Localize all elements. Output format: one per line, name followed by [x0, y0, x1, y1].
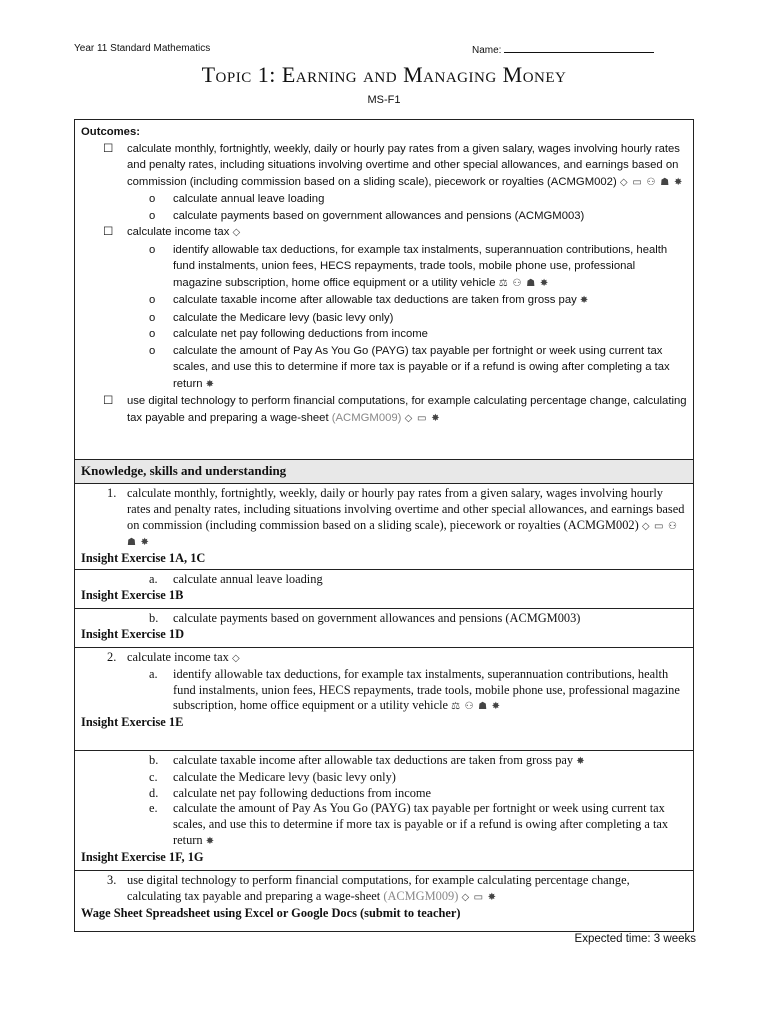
exercise-reference: Insight Exercise 1B: [81, 587, 184, 602]
item-letter: b.: [149, 753, 159, 767]
ksu-section-1: [74, 484, 694, 570]
learning-icons: ✸: [579, 295, 590, 306]
ksu-item: 3. use digital technology to perform financial computations, for example calculating percentage change, calculating tax payable and preparing a wage-sheet (ACMGM009) ◇ ▭ ✸: [107, 873, 630, 903]
outcome-subitem: o calculate net pay following deductions from income: [81, 326, 687, 343]
ksu-subitem: b. calculate taxable income after allowable tax deductions are taken from gross pay ✸: [149, 753, 586, 767]
item-letter: a.: [149, 666, 158, 681]
item-letter: a.: [149, 572, 158, 586]
expected-time: Expected time: 3 weeks: [574, 933, 696, 945]
outcomes-box: [74, 119, 694, 460]
exercise-reference: Insight Exercise 1A, 1C: [81, 551, 206, 566]
checkbox-bullet-icon: ☐: [103, 142, 114, 155]
outcome-subitem: o calculate payments based on government allowances and pensions (ACMGM003): [81, 208, 687, 225]
learning-icons: ✸: [576, 756, 586, 767]
circle-bullet-icon: o: [149, 328, 156, 340]
learning-icons: ◇ ▭ ✸: [404, 412, 441, 424]
page-title: Topic 1: Earning and Managing Money: [201, 62, 567, 87]
syllabus-code: MS-F1: [367, 94, 401, 106]
outcome-subitem: o identify allowable tax deductions, for example tax instalments, superannuation contributions, health fund instalments, union fees, HECS repayments, trade tools, mobile phone use, professional magazine subscription, home office equipment or a utility vehicle ⚖ ⚇ ☗ ✸: [149, 243, 668, 289]
item-number: 3.: [107, 873, 117, 887]
learning-icons: ◇: [231, 653, 241, 664]
exercise-reference: Wage Sheet Spreadsheet using Excel or Google Docs (submit to teacher): [81, 905, 461, 920]
item-letter: c.: [149, 769, 158, 784]
ksu-subitem: d. calculate net pay following deductions from income: [149, 785, 432, 800]
course-label: Year 11 Standard Mathematics: [74, 43, 211, 54]
outcome-subitem: o calculate the Medicare levy (basic levy only): [81, 310, 687, 327]
ksu-subitem: a. identify allowable tax deductions, for example tax instalments, superannuation contributions, health fund instalments, union fees, HECS repayments, trade tools, mobile phone use, professional magazine subscription, home office equipment or a utility vehicle ⚖ ⚇ ☗ ✸: [149, 666, 680, 713]
learning-icons: ◇: [232, 227, 242, 238]
exercise-reference: Insight Exercise 1F, 1G: [81, 849, 204, 864]
outcome-code: (ACMGM009): [331, 411, 402, 424]
outcome-item: ☐ calculate monthly, fortnightly, weekly, daily or hourly pay rates from a given salary, wages involving hourly rates and penalty rates, including situations involving overtime and other special allowances, and earnings based on commission (including commission based on a sliding scale), piecework or royalties (ACMGM002) ◇ ▭ ⚇ ☗ ✸: [103, 142, 684, 188]
exercise-reference: Insight Exercise 1D: [81, 626, 185, 641]
ksu-section-3: [74, 609, 694, 648]
item-number: 2.: [107, 650, 117, 664]
item-number: 1.: [107, 486, 117, 500]
learning-icons: ◇ ▭ ⚇ ☗ ✸: [127, 520, 678, 549]
ksu-section-5: [74, 751, 694, 871]
checkbox-bullet-icon: ☐: [103, 226, 114, 238]
item-letter: d.: [149, 785, 159, 800]
outcome-subitem: o calculate taxable income after allowable tax deductions are taken from gross pay ✸: [81, 292, 687, 310]
ksu-section-4: [74, 648, 694, 751]
ksu-subitem: c. calculate the Medicare levy (basic levy only): [149, 769, 396, 784]
item-letter: e.: [149, 801, 158, 816]
learning-icons: ◇ ▭ ⚇ ☗ ✸: [619, 176, 684, 188]
ksu-subitem: a. calculate annual leave loading: [149, 572, 323, 586]
circle-bullet-icon: o: [149, 243, 156, 256]
learning-icons: ✸: [205, 378, 216, 390]
circle-bullet-icon: o: [149, 294, 156, 306]
ksu-subitem: e. calculate the amount of Pay As You Go (PAYG) tax payable per fortnight or week using current tax scales, and use this to determine if more tax is payable or if a refund is owing after completing a tax return ✸: [149, 801, 669, 847]
checkbox-bullet-icon: ☐: [103, 395, 114, 407]
ksu-heading: Knowledge, skills and understanding: [74, 460, 694, 484]
exercise-reference: Insight Exercise 1E: [81, 715, 184, 730]
outcome-item: ☐ calculate income tax ◇: [81, 224, 687, 242]
learning-icons: ✸: [205, 835, 216, 847]
ksu-section-6: [74, 871, 694, 932]
outcome-subitem: o calculate the amount of Pay As You Go (PAYG) tax payable per fortnight or week using current tax scales, and use this to determine if more tax is payable or if a refund is owing after completing a tax return ✸: [149, 344, 670, 390]
learning-icons: ⚖ ⚇ ☗ ✸: [498, 277, 550, 289]
circle-bullet-icon: o: [149, 344, 156, 357]
learning-icons: ◇ ▭ ✸: [461, 891, 497, 903]
item-letter: b.: [149, 611, 159, 625]
outcome-subitem: o calculate annual leave loading: [81, 191, 687, 208]
outcome-item: ☐ use digital technology to perform financial computations, for example calculating percentage change, calculating tax payable and preparing a wage-sheet (ACMGM009) ◇ ▭ ✸: [103, 395, 687, 424]
learning-icons: ⚖ ⚇ ☗ ✸: [451, 701, 501, 713]
name-label: Name:: [472, 45, 502, 56]
ksu-item: 2. calculate income tax ◇: [107, 650, 241, 664]
outcome-code: (ACMGM009): [383, 888, 459, 903]
outcomes-heading: Outcomes:: [81, 126, 141, 138]
ksu-item: 1. calculate monthly, fortnightly, weekly, daily or hourly pay rates from a given salary, wages involving hourly rates and penalty rates, including situations involving overtime and other special allowances, and earnings based on commission (including commission based on a sliding scale), piecework or royalties (ACMGM002) ◇ ▭ ⚇ ☗ ✸: [107, 486, 685, 549]
ksu-subitem: b. calculate payments based on government allowances and pensions (ACMGM003): [149, 611, 581, 625]
circle-bullet-icon: o: [149, 311, 156, 324]
name-blank-line: [504, 43, 654, 53]
circle-bullet-icon: o: [149, 193, 156, 205]
circle-bullet-icon: o: [149, 209, 156, 222]
name-field: [472, 43, 654, 56]
ksu-section-2: [74, 570, 694, 609]
